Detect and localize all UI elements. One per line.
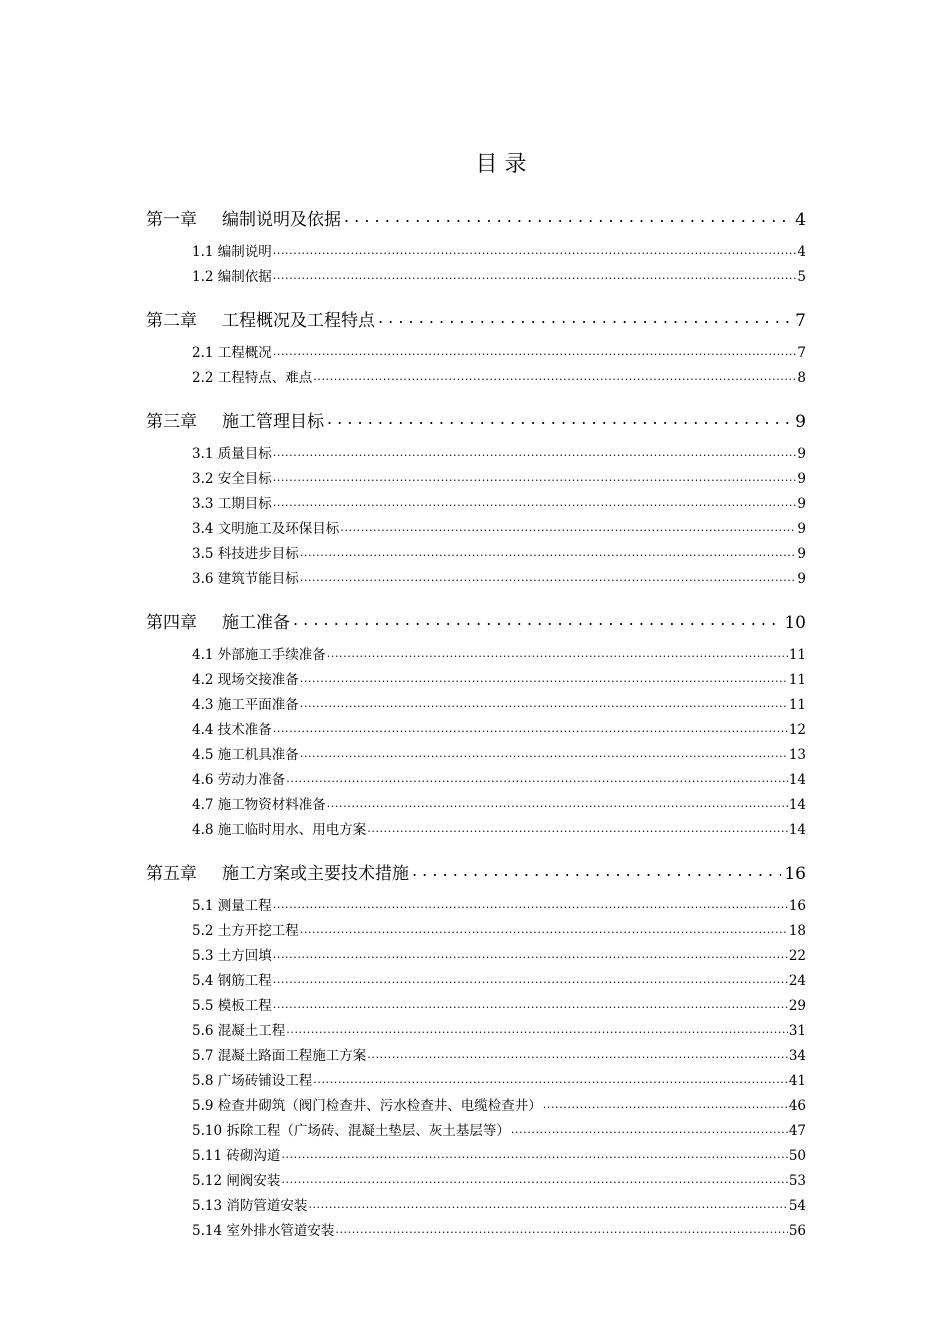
dot-leader [281, 1148, 787, 1160]
toc-section-entry[interactable] [146, 1069, 806, 1094]
section-page-number: 41 [788, 1073, 806, 1089]
section-title: 2.1 工程概况 [192, 345, 272, 361]
dot-leader [273, 269, 797, 281]
section-page-number: 9 [797, 496, 806, 512]
section-title: 5.5 模板工程 [192, 998, 272, 1014]
section-title: 5.9 检查井砌筑（阀门检查井、污水检查井、电缆检查井） [192, 1098, 542, 1114]
section-page-number: 56 [788, 1223, 806, 1239]
section-title: 5.1 测量工程 [192, 898, 272, 914]
section-page-number: 9 [797, 446, 806, 462]
toc-section-entry[interactable] [146, 467, 806, 492]
dot-leader [300, 571, 797, 583]
section-title: 1.1 编制说明 [192, 244, 272, 260]
section-title: 3.4 文明施工及环保目标 [192, 521, 340, 537]
dot-leader [300, 923, 788, 935]
dot-leader [300, 747, 788, 759]
section-title: 3.1 质量目标 [192, 446, 272, 462]
toc-section-entry[interactable] [146, 969, 806, 994]
toc-section-entry[interactable] [146, 265, 806, 290]
toc-section-entry[interactable] [146, 492, 806, 517]
dot-leader [273, 345, 797, 357]
toc-section-entry[interactable] [146, 919, 806, 944]
toc-section-entry[interactable] [146, 793, 806, 818]
section-page-number: 9 [797, 571, 806, 587]
dot-leader [313, 370, 796, 382]
page-title: 目 录 [475, 152, 527, 177]
section-title: 4.3 施工平面准备 [192, 697, 299, 713]
dot-leader [273, 998, 788, 1010]
dot-leader [335, 1223, 787, 1235]
toc-section-entry[interactable] [146, 1144, 806, 1169]
section-title: 5.3 土方回填 [192, 948, 272, 964]
toc-section-entry[interactable] [146, 944, 806, 969]
toc-chapter-entry[interactable] [146, 205, 806, 236]
chapter-title: 施工方案或主要技术措施 [222, 864, 409, 884]
table-of-contents [146, 205, 806, 1244]
section-title: 4.8 施工临时用水、用电方案 [192, 822, 367, 838]
dot-leader [327, 797, 788, 809]
dot-leader [340, 521, 796, 533]
toc-section-entry[interactable] [146, 1119, 806, 1144]
section-title: 5.8 广场砖铺设工程 [192, 1073, 313, 1089]
section-title: 3.5 科技进步目标 [192, 546, 299, 562]
dot-leader [293, 611, 781, 628]
section-page-number: 8 [797, 370, 806, 386]
dot-leader [273, 446, 797, 458]
chapter-number: 第五章 [146, 864, 197, 884]
toc-section-entry[interactable] [146, 1194, 806, 1219]
toc-section-entry[interactable] [146, 442, 806, 467]
chapter-page-number: 16 [784, 864, 806, 884]
section-page-number: 14 [788, 797, 806, 813]
section-title: 5.13 消防管道安装 [192, 1198, 308, 1214]
toc-section-entry[interactable] [146, 240, 806, 265]
chapter-number: 第四章 [146, 613, 197, 633]
section-page-number: 14 [788, 772, 806, 788]
section-title: 1.2 编制依据 [192, 269, 272, 285]
section-page-number: 47 [788, 1123, 806, 1139]
toc-section-entry[interactable] [146, 1219, 806, 1244]
section-title: 5.6 混凝土工程 [192, 1023, 286, 1039]
section-page-number: 24 [788, 973, 806, 989]
section-title: 5.10 拆除工程（广场砖、混凝土垫层、灰土基层等） [192, 1123, 510, 1139]
dot-leader [543, 1098, 788, 1110]
dot-leader [281, 1173, 787, 1185]
toc-section-entry[interactable] [146, 643, 806, 668]
chapter-title: 施工准备 [222, 613, 290, 633]
section-title: 2.2 工程特点、难点 [192, 370, 313, 386]
dot-leader [300, 672, 788, 684]
dot-leader [273, 471, 797, 483]
toc-section-entry[interactable] [146, 567, 806, 592]
section-page-number: 9 [797, 546, 806, 562]
dot-leader [273, 244, 797, 256]
section-page-number: 5 [797, 269, 806, 285]
toc-section-entry[interactable] [146, 768, 806, 793]
dot-leader [367, 1048, 788, 1060]
dot-leader [378, 309, 792, 326]
chapter-number: 第二章 [146, 311, 197, 331]
section-title: 3.3 工期目标 [192, 496, 272, 512]
section-page-number: 4 [797, 244, 806, 260]
toc-chapter-entry[interactable] [146, 859, 806, 890]
section-title: 4.5 施工机具准备 [192, 747, 299, 763]
section-page-number: 11 [788, 697, 806, 713]
toc-section-entry[interactable] [146, 894, 806, 919]
toc-section-entry[interactable] [146, 693, 806, 718]
chapter-number: 第一章 [146, 210, 197, 230]
toc-chapter-entry[interactable] [146, 306, 806, 337]
section-page-number: 13 [788, 747, 806, 763]
section-page-number: 9 [797, 471, 806, 487]
toc-section-entry[interactable] [146, 1094, 806, 1119]
toc-section-entry[interactable] [146, 1019, 806, 1044]
dot-leader [273, 496, 797, 508]
toc-section-entry[interactable] [146, 743, 806, 768]
toc-section-entry[interactable] [146, 668, 806, 693]
chapter-number: 第三章 [146, 412, 197, 432]
section-page-number: 11 [788, 672, 806, 688]
section-page-number: 46 [788, 1098, 806, 1114]
toc-section-entry[interactable] [146, 718, 806, 743]
dot-leader [273, 898, 788, 910]
section-page-number: 7 [797, 345, 806, 361]
dot-leader [327, 647, 788, 659]
toc-section-entry[interactable] [146, 517, 806, 542]
chapter-page-number: 9 [795, 412, 806, 432]
toc-section-entry[interactable] [146, 1169, 806, 1194]
dot-leader [273, 722, 788, 734]
toc-section-entry[interactable] [146, 542, 806, 567]
dot-leader [344, 208, 792, 225]
section-title: 4.2 现场交接准备 [192, 672, 299, 688]
section-title: 4.4 技术准备 [192, 722, 272, 738]
section-title: 5.14 室外排水管道安装 [192, 1223, 335, 1239]
dot-leader [286, 1023, 788, 1035]
section-page-number: 11 [788, 647, 806, 663]
section-page-number: 9 [797, 521, 806, 537]
section-title: 5.7 混凝土路面工程施工方案 [192, 1048, 367, 1064]
dot-leader [286, 772, 788, 784]
dot-leader [273, 948, 788, 960]
toc-section-entry[interactable] [146, 994, 806, 1019]
section-page-number: 18 [788, 923, 806, 939]
section-page-number: 54 [788, 1198, 806, 1214]
section-title: 3.6 建筑节能目标 [192, 571, 299, 587]
section-title: 5.12 闸阀安装 [192, 1173, 281, 1189]
dot-leader [313, 1073, 788, 1085]
dot-leader [273, 973, 788, 985]
section-title: 5.2 土方开挖工程 [192, 923, 299, 939]
dot-leader [300, 697, 788, 709]
section-page-number: 12 [788, 722, 806, 738]
section-title: 4.6 劳动力准备 [192, 772, 286, 788]
section-title: 4.7 施工物资材料准备 [192, 797, 326, 813]
toc-chapter-entry[interactable] [146, 407, 806, 438]
section-page-number: 53 [788, 1173, 806, 1189]
dot-leader [327, 410, 792, 427]
section-title: 5.11 砖砌沟道 [192, 1148, 281, 1164]
section-page-number: 29 [788, 998, 806, 1014]
dot-leader [511, 1123, 788, 1135]
section-title: 4.1 外部施工手续准备 [192, 647, 326, 663]
toc-section-entry[interactable] [146, 366, 806, 391]
chapter-title: 编制说明及依据 [222, 210, 341, 230]
section-page-number: 31 [788, 1023, 806, 1039]
chapter-page-number: 10 [784, 613, 806, 633]
toc-section-entry[interactable] [146, 1044, 806, 1069]
toc-section-entry[interactable] [146, 818, 806, 843]
section-page-number: 34 [788, 1048, 806, 1064]
chapter-title: 施工管理目标 [222, 412, 324, 432]
toc-section-entry[interactable] [146, 341, 806, 366]
section-title: 3.2 安全目标 [192, 471, 272, 487]
dot-leader [308, 1198, 787, 1210]
section-page-number: 16 [788, 898, 806, 914]
chapter-page-number: 7 [795, 311, 806, 331]
section-page-number: 14 [788, 822, 806, 838]
chapter-title: 工程概况及工程特点 [222, 311, 375, 331]
dot-leader [367, 822, 788, 834]
section-title: 5.4 钢筋工程 [192, 973, 272, 989]
section-page-number: 22 [788, 948, 806, 964]
chapter-page-number: 4 [795, 210, 806, 230]
section-page-number: 50 [788, 1148, 806, 1164]
dot-leader [412, 862, 781, 879]
dot-leader [300, 546, 797, 558]
toc-chapter-entry[interactable] [146, 608, 806, 639]
